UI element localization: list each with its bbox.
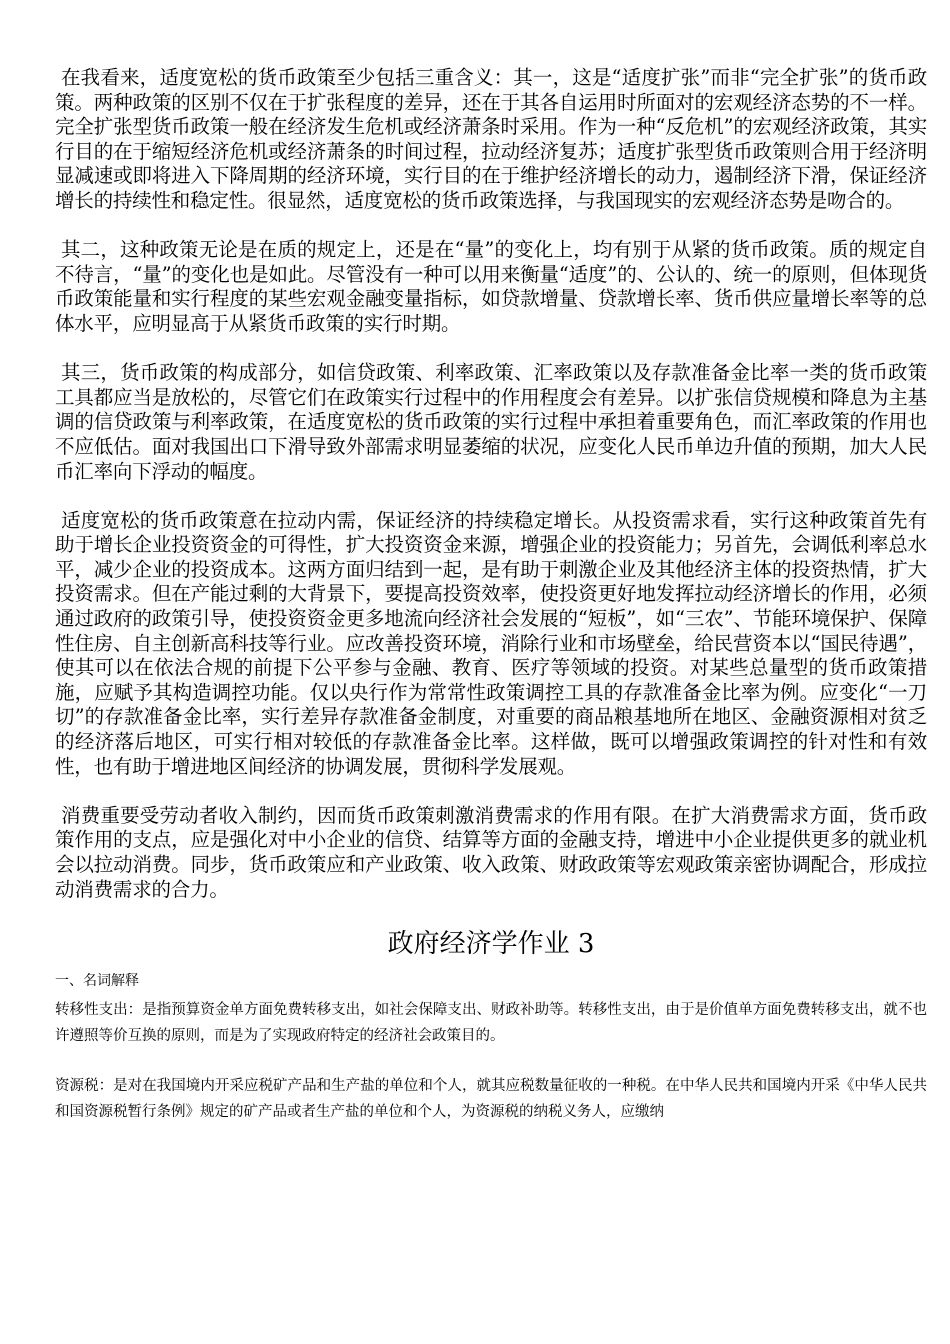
section-heading: 一、名词解释	[55, 972, 139, 989]
definition-resource-tax: 资源税：是对在我国境内开采应税矿产品和生产盐的单位和个人，就其应税数量征收的一种税。在中华人民共和国境内开采《中华人民共和国资源税暂行条例》规定的矿产品或者生产盐的单位和个人，为资源税的纳税义务人，应缴纳	[55, 1077, 927, 1120]
body-paragraph-3: 其三，货币政策的构成部分，如信贷政策、利率政策、汇率政策以及存款准备金比率一类的货币政策工具都应当是放松的，尽管它们在政策实行过程中的作用程度会有差异。以扩张信贷规模和降息为主基调的信贷政策与利率政策，在适度宽松的货币政策的实行过程中承担着重要角色，而汇率政策的作用也不应低估。面对我国出口下滑导致外部需求明显萎缩的状况，应变化人民币单边升值的预期，加大人民币汇率向下浮动的幅度。	[55, 361, 927, 483]
assignment-title: 政府经济学作业 3	[387, 928, 595, 959]
body-paragraph-1: 在我看来，适度宽松的货币政策至少包括三重含义：其一，这是“适度扩张”而非“完全扩张”的货币政策。两种政策的区别不仅在于扩张程度的差异，还在于其各自运用时所面对的宏观经济态势的不一样。完全扩张型货币政策一般在经济发生危机或经济萧条时采用。作为一种“反危机”的宏观经济政策，其实行目的在于缩短经济危机或经济萧条的时间过程，拉动经济复苏；适度扩张型货币政策则合用于经济明显减速或即将进入下降周期的经济环境，实行目的在于维护经济增长的动力，遏制经济下滑，保证经济增长的持续性和稳定性。很显然，适度宽松的货币政策选择，与我国现实的宏观经济态势是吻合的。	[55, 66, 927, 212]
document-page	[55, 66, 927, 1149]
body-paragraph-5: 消费重要受劳动者收入制约，因而货币政策刺激消费需求的作用有限。在扩大消费需求方面，货币政策作用的支点，应是强化对中小企业的信贷、结算等方面的金融支持，增进中小企业提供更多的就业机会以拉动消费。同步，货币政策应和产业政策、收入政策、财政政策等宏观政策亲密协调配合，形成拉动消费需求的合力。	[55, 803, 927, 901]
body-paragraph-4: 适度宽松的货币政策意在拉动内需，保证经济的持续稳定增长。从投资需求看，实行这种政策首先有助于增长企业投资资金的可得性，扩大投资资金来源，增强企业的投资能力；另首先，会调低利率总水平，减少企业的投资成本。这两方面归结到一起，是有助于刺激企业及其他经济主体的投资热情，扩大投资需求。但在产能过剩的大背景下，要提高投资效率，使投资更好地发挥拉动经济增长的作用，必须通过政府的政策引导，使投资资金更多地流向经济社会发展的“短板”，如“三农”、节能环境保护、保障性住房、自主创新高科技等行业。应改善投资环境，消除行业和市场壁垒，给民营资本以“国民待遇”，使其可以在依法合规的前提下公平参与金融、教育、医疗等领域的投资。对某些总量型的货币政策措施，应赋予其构造调控功能。仅以央行作为常常性政策调控工具的存款准备金比率为例。应变化“一刀切”的存款准备金比率，实行差异存款准备金制度，对重要的商品粮基地所在地区、金融资源相对贫乏的经济落后地区，可实行相对较低的存款准备金比率。这样做，既可以增强政策调控的针对性和有效性，也有助于增进地区间经济的协调发展，贯彻科学发展观。	[55, 508, 927, 778]
definition-transfer-expenditure: 转移性支出：是指预算资金单方面免费转移支出，如社会保障支出、财政补助等。转移性支出，由于是价值单方面免费转移支出，就不也许遵照等价互换的原则，而是为了实现政府特定的经济社会政策目的。	[55, 1001, 927, 1044]
body-paragraph-2: 其二，这种政策无论是在质的规定上，还是在“量”的变化上，均有别于从紧的货币政策。质的规定自不待言，“量”的变化也是如此。尽管没有一种可以用来衡量“适度”的、公认的、统一的原则，但体现货币政策能量和实行程度的某些宏观金融变量指标，如贷款增量、贷款增长率、货币供应量增长率等的总体水平，应明显高于从紧货币政策的实行时期。	[55, 238, 927, 335]
